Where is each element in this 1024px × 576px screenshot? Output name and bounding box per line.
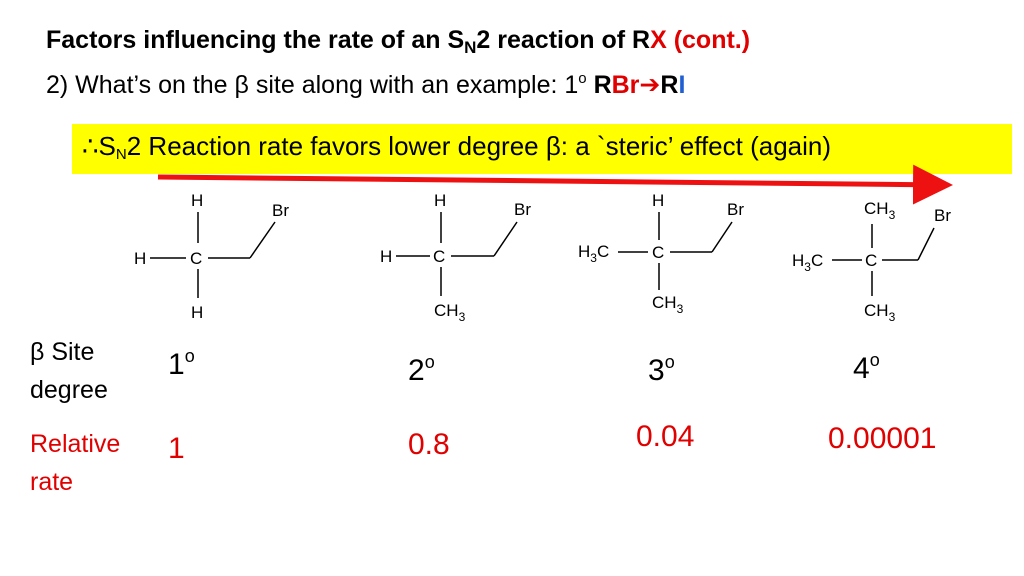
rate-trend-arrow xyxy=(158,177,948,185)
svg-text:C: C xyxy=(190,249,203,268)
svg-text:H: H xyxy=(652,191,665,210)
svg-text:Br: Br xyxy=(727,200,744,219)
conclusion-text: $\therefore S_N2$ Reaction rate favors lower degree β: a `steric’ effect (again) xyxy=(82,131,832,163)
structure-quaternary xyxy=(792,199,951,324)
relative-rate-label: Relative rate xyxy=(30,430,121,496)
svg-text:C: C xyxy=(433,247,446,266)
svg-text:C: C xyxy=(865,251,878,270)
slide-subtitle: 2) What’s on the β site along with an example: 1$^o$ RBr➔RI xyxy=(46,70,686,99)
svg-text:C: C xyxy=(652,243,665,262)
degree-primary: 1$^o$ xyxy=(168,346,195,381)
svg-text:CH3: $CH_3$ xyxy=(864,301,896,324)
beta-site-degree-label: β Site degree xyxy=(30,338,108,404)
rate-secondary: 0.8 xyxy=(408,428,450,461)
svg-text:H: H xyxy=(434,191,447,210)
svg-text:H3C: $H_3C$ xyxy=(578,242,610,265)
svg-text:CH3: $CH_3$ xyxy=(652,293,684,316)
rate-quaternary: 0.00001 xyxy=(828,422,937,455)
reaction-arrow-icon: ➔ xyxy=(639,71,661,99)
svg-text:CH3: $CH_3$ xyxy=(864,199,896,222)
svg-text:H: H xyxy=(191,303,204,322)
degree-tertiary: 3$^o$ xyxy=(648,352,675,387)
svg-text:CH3: $CH_3$ xyxy=(434,301,466,324)
svg-text:Br: Br xyxy=(934,206,951,225)
slide-title: Factors influencing the rate of an $S_N2$ reaction of RX (cont.) xyxy=(46,26,751,57)
degree-quaternary: 4$^o$ xyxy=(853,350,880,385)
structure-primary xyxy=(134,191,289,322)
structure-secondary xyxy=(380,191,531,324)
svg-text:H: H xyxy=(380,247,393,266)
svg-text:Br: Br xyxy=(272,201,289,220)
degree-secondary: 2$^o$ xyxy=(408,352,435,387)
svg-text:Br: Br xyxy=(514,200,531,219)
svg-text:H: H xyxy=(191,191,204,210)
svg-text:H: H xyxy=(134,249,147,268)
structure-tertiary xyxy=(578,191,744,316)
rate-tertiary: 0.04 xyxy=(636,420,695,453)
svg-text:H3C: $H_3C$ xyxy=(792,251,824,274)
rate-primary: 1 xyxy=(168,432,185,465)
